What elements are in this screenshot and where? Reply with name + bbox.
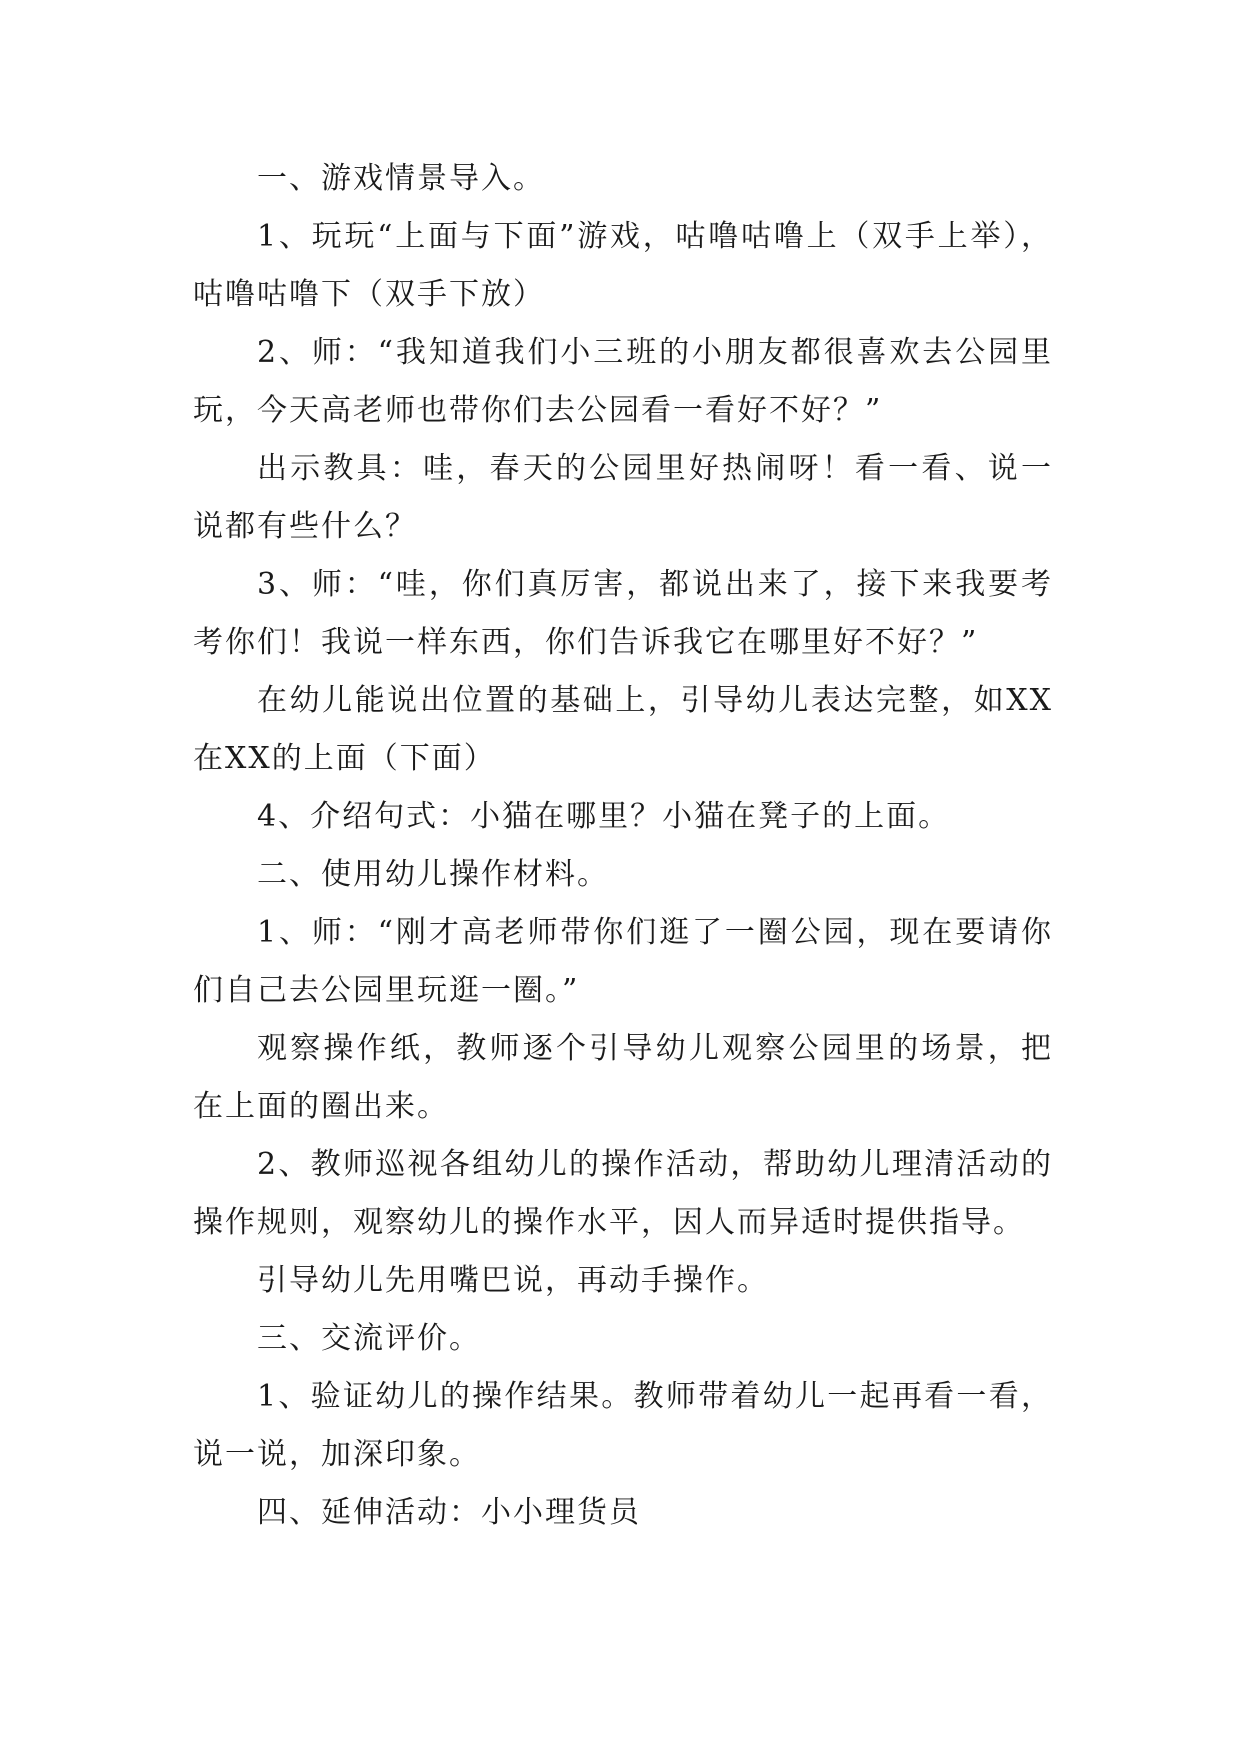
section-heading-2: 二、使用幼儿操作材料。 bbox=[257, 857, 609, 892]
paragraph: 引导幼儿先用嘴巴说，再动手操作。 bbox=[257, 1263, 769, 1298]
document-body bbox=[193, 150, 1053, 1542]
paragraph: 出示教具：哇，春天的公园里好热闹呀！看一看、说一说都有些什么？ bbox=[193, 451, 1053, 544]
paragraph: 3、师：“哇，你们真厉害，都说出来了，接下来我要考考你们！我说一样东西，你们告诉我它在哪里好不好？” bbox=[193, 567, 1053, 660]
paragraph: 1、玩玩“上面与下面”游戏，咕噜咕噜上（双手上举），咕噜咕噜下（双手下放） bbox=[193, 219, 1053, 312]
paragraph: 观察操作纸，教师逐个引导幼儿观察公园里的场景，把在上面的圈出来。 bbox=[193, 1031, 1053, 1124]
section-heading-1: 一、游戏情景导入。 bbox=[257, 161, 545, 196]
paragraph: 1、验证幼儿的操作结果。教师带着幼儿一起再看一看，说一说，加深印象。 bbox=[193, 1379, 1053, 1472]
section-heading-3: 三、交流评价。 bbox=[257, 1321, 481, 1356]
section-heading-4: 四、延伸活动：小小理货员 bbox=[257, 1495, 641, 1530]
paragraph: 4、介绍句式：小猫在哪里？小猫在凳子的上面。 bbox=[257, 799, 951, 834]
paragraph: 2、教师巡视各组幼儿的操作活动，帮助幼儿理清活动的操作规则，观察幼儿的操作水平，因人而异适时提供指导。 bbox=[193, 1147, 1053, 1240]
paragraph: 在幼儿能说出位置的基础上，引导幼儿表达完整，如XX在XX的上面（下面） bbox=[193, 683, 1053, 776]
paragraph: 1、师：“刚才高老师带你们逛了一圈公园，现在要请你们自己去公园里玩逛一圈。” bbox=[193, 915, 1053, 1008]
paragraph: 2、师：“我知道我们小三班的小朋友都很喜欢去公园里玩，今天高老师也带你们去公园看一看好不好？” bbox=[193, 335, 1053, 428]
